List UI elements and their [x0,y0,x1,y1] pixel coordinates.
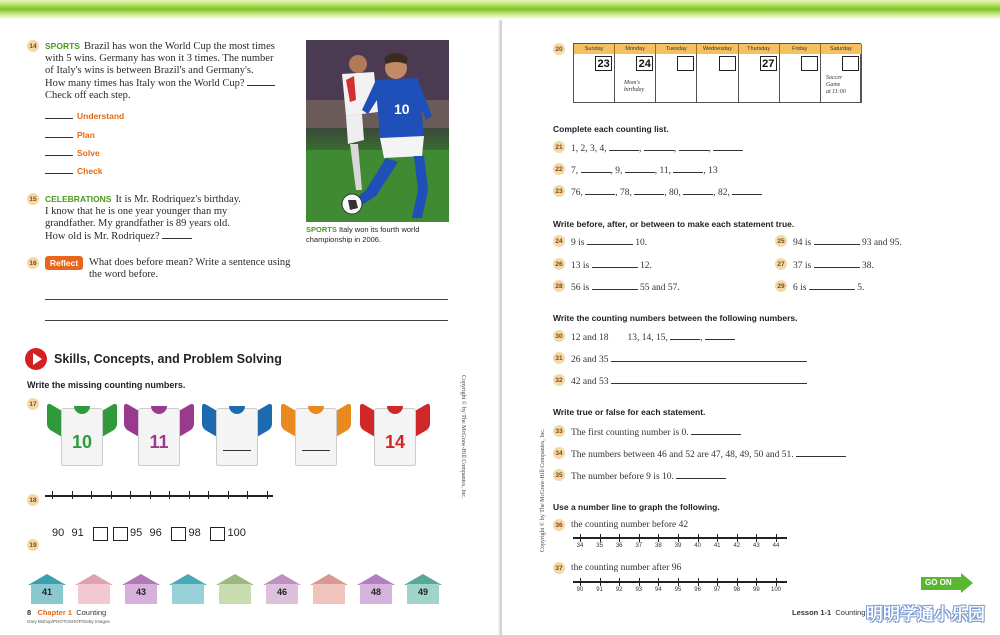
problem-number: 27 [775,258,787,270]
calendar-note-monday: Mom's birthday [624,80,645,93]
number-line-label: 36 [615,543,623,549]
number-line-label: 97 [713,587,721,593]
problem-number: 14 [27,40,39,52]
go-on-label: GO ON [925,578,952,587]
number-line-axis [573,581,787,583]
problem-16: What does before mean? Write a sentence using the word before. [89,257,291,280]
number-line-tick [150,491,151,499]
number-line-label: 90 [576,587,584,593]
number-line-tick [737,578,738,586]
problem-number: 34 [553,447,565,459]
problem-number: 21 [553,141,565,153]
calendar-date-box: 23 [595,56,612,71]
problem-21: 1, 2, 3, 4, , , , [571,142,743,155]
problem-number: 19 [27,539,39,551]
step-plan[interactable]: Plan [45,130,95,140]
house-2[interactable] [75,574,113,604]
copyright-vertical: Copyright © by The McGraw-Hill Companies, Inc. [540,428,546,552]
number-line-value: 91 [71,527,84,539]
calendar-day-header: Tuesday [656,44,697,54]
number-line-label: 99 [753,587,760,593]
number-line-tick [600,578,601,586]
problem-26: 13 is 12. [571,261,652,271]
step-check[interactable]: Check [45,166,103,176]
calendar-day-header: Wednesday [697,44,738,54]
problem-15: CELEBRATIONS It is Mr. Rodriquez's birthday. I know that he is one year younger than my grandfather. My grandfather is 89 years old. How old is Mr. Rodriquez? [45,194,241,242]
calendar-day-header: Monday [615,44,656,54]
number-line-tick [169,491,170,499]
number-line-tick [228,491,229,499]
number-line-tick [639,578,640,586]
number-line-tick [619,534,620,542]
number-line-tick [678,534,679,542]
number-line-tick [130,491,131,499]
number-line-value: 90 [52,527,65,539]
number-line-label: 42 [733,543,741,549]
calendar-date-box[interactable] [677,56,694,71]
number-line-answer-box[interactable] [113,527,128,541]
number-line-tick [717,578,718,586]
problem-number: 32 [553,374,565,386]
problem-number: 24 [553,235,565,247]
calendar-date-box: 24 [636,56,653,71]
number-line-value: 95 [130,527,143,539]
house-4[interactable] [169,574,207,604]
problem-number: 17 [27,398,39,410]
section-instruction: Write the missing counting numbers. [27,380,186,390]
number-line-tick [756,534,757,542]
caption-text: Italy won its fourth world championship in 2006. [306,225,420,244]
problem-number: 20 [553,43,565,55]
number-line-axis [573,537,787,539]
reflect-badge: Reflect [45,256,83,270]
shirt-number: 10 [71,432,93,452]
shirt-number: 11 [149,432,169,452]
number-line-label: 91 [596,587,603,593]
problem-number: 30 [553,330,565,342]
problem-29: 6 is 5. [793,283,865,293]
jersey-number: 10 [394,101,410,117]
number-line-label: 41 [713,543,721,549]
house-5[interactable] [216,574,254,604]
calendar-date-box[interactable] [842,56,859,71]
caption-tag: SPORTS [306,225,337,234]
number-line-tick [737,534,738,542]
problem-23: 76, , 78, , 80, , 82, [571,186,762,199]
calendar [573,43,861,103]
house-number: 41 [41,587,52,597]
number-line-tick [580,534,581,542]
instruction-counting: Complete each counting list. [553,124,669,134]
answer-blank[interactable] [247,77,275,86]
number-line-answer-box[interactable] [210,527,225,541]
house-1 [28,574,66,604]
number-line-tick [580,578,581,586]
number-line-tick [658,578,659,586]
instruction-graph: Use a number line to graph the following. [553,502,720,512]
number-line-answer-box[interactable] [171,527,186,541]
house-8 [357,574,395,604]
number-line-label: 38 [655,543,662,549]
number-line-tick [619,578,620,586]
step-solve[interactable]: Solve [45,148,100,158]
calendar-day-header: Sunday [574,44,615,54]
number-line-label: 44 [772,543,780,549]
problem-number: 35 [553,469,565,481]
number-line-tick [698,534,699,542]
shirt-2 [124,402,194,467]
top-band [0,0,1000,20]
number-line-label: 35 [596,543,603,549]
house-number: 43 [135,587,146,597]
number-line-label: 40 [694,543,701,549]
number-line-label: 100 [770,587,781,593]
number-line-label: 94 [655,587,662,593]
shirt-number: 14 [384,432,406,452]
number-line-label: 93 [635,587,643,593]
shirt-answer-blank [223,435,251,451]
problem-number: 37 [553,562,565,574]
problem-27: 37 is 38. [793,261,874,271]
problem-number: 23 [553,185,565,197]
section-title: Skills, Concepts, and Problem Solving [54,352,282,366]
number-line-label: 96 [694,587,701,593]
section-play-icon [25,348,47,370]
calendar-note-saturday: Soccer Game at 11:00 [826,75,846,95]
photo-credit: Gary Bishop/PHOTOSHOP/Getty Images [27,619,110,624]
problem-number: 26 [553,258,565,270]
answer-blank[interactable] [162,230,192,239]
problem-number: 29 [775,280,787,292]
house-6 [263,574,301,604]
number-line-label: 43 [753,543,760,549]
copyright-vertical: Copyright © by The McGraw-Hill Companies, Inc. [460,375,466,499]
writing-line[interactable] [45,320,448,321]
shirt-3[interactable] [202,402,272,467]
shirt-answer-blank [302,435,330,451]
problem-number: 15 [27,193,39,205]
number-line-label: 95 [674,587,682,593]
number-line-tick [776,534,777,542]
problem-22: 7, , 9, , 11, , 13 [571,166,718,176]
house-number: 48 [370,587,381,597]
number-line-label: 92 [615,587,623,593]
number-line-tick [756,578,757,586]
left-page [0,20,500,635]
number-line-tick [678,578,679,586]
problem-number: 28 [553,280,565,292]
number-line-tick [52,491,53,499]
photo-caption [306,225,456,245]
number-line-tick [717,534,718,542]
number-line-value: 96 [149,527,162,539]
step-understand[interactable]: Understand [45,111,124,121]
calendar-day-header: Saturday [821,44,862,54]
house-9 [404,574,442,604]
instruction-between: Write the counting numbers between the following numbers. [553,313,798,323]
problem-number: 25 [775,235,787,247]
right-footer: Lesson 1-1 Counting [792,608,866,617]
problem-tag: SPORTS [45,41,80,51]
house-number: 49 [417,587,428,597]
problem-tag: CELEBRATIONS [45,194,112,204]
number-line-tick [91,491,92,499]
number-line-label: 34 [576,543,584,549]
house-3 [122,574,160,604]
number-line-value: 100 [227,527,246,539]
number-line-answer-box[interactable] [93,527,108,541]
number-line-tick [776,578,777,586]
number-line-tick [111,491,112,499]
number-line-18 [45,495,273,497]
left-footer: 8 Chapter 1 Counting [27,608,107,617]
problem-number: 18 [27,494,39,506]
problem-32: 42 and 53 [571,375,807,388]
problem-24: 9 is 10. [571,238,648,248]
instruction-before-after: Write before, after, or between to make each statement true. [553,219,795,229]
problem-25: 94 is 93 and 95. [793,238,902,248]
number-line-tick [247,491,248,499]
number-line-label: 39 [674,543,682,549]
problem-number: 36 [553,519,565,531]
problem-number: 33 [553,425,565,437]
shirt-5 [360,402,430,467]
number-line-tick [658,534,659,542]
writing-line[interactable] [45,299,448,300]
calendar-day-header: Thursday [739,44,780,54]
house-number: 46 [276,587,287,597]
watermark: 明明学通小乐园 [866,605,985,625]
problem-number: 16 [27,257,39,269]
right-page [502,20,1000,635]
number-line-tick [267,491,268,499]
go-on-arrow [921,573,975,593]
problem-30: 12 and 18 13, 14, 15, , [571,331,735,344]
problem-number: 31 [553,352,565,364]
calendar-day-header: Friday [780,44,821,54]
number-line-tick [698,578,699,586]
shirt-1 [47,402,117,467]
number-line-tick [639,534,640,542]
problem-33: The first counting number is 0. [571,426,741,439]
instruction-true-false: Write true or false for each statement. [553,407,706,417]
house-7[interactable] [310,574,348,604]
number-line-tick [72,491,73,499]
number-line-tick [600,534,601,542]
calendar-date-box: 27 [760,56,777,71]
problem-28: 56 is 55 and 57. [571,283,680,293]
number-line-value: 98 [188,527,201,539]
problem-37: the counting number after 96 [571,563,682,573]
soccer-photo [306,40,449,222]
number-line-label: 37 [635,543,643,549]
number-line-tick [189,491,190,499]
problem-31: 26 and 35 [571,353,807,366]
problem-36: the counting number before 42 [571,520,689,530]
problem-14: SPORTS Brazil has won the World Cup the most times with 5 wins. Germany has won it 3 times. The number of Italy's wins is between Brazil's and Germany's. How many times has Italy won the World Cup? Check off each step. [45,41,275,101]
shirt-4[interactable] [281,402,351,467]
number-line-tick [208,491,209,499]
problem-number: 22 [553,163,565,175]
calendar-date-box[interactable] [719,56,736,71]
problem-34: The numbers between 46 and 52 are 47, 48, 49, 50 and 51. [571,448,846,461]
calendar-date-box[interactable] [801,56,818,71]
number-line-label: 98 [733,587,741,593]
problem-35: The number before 9 is 10. [571,470,726,483]
